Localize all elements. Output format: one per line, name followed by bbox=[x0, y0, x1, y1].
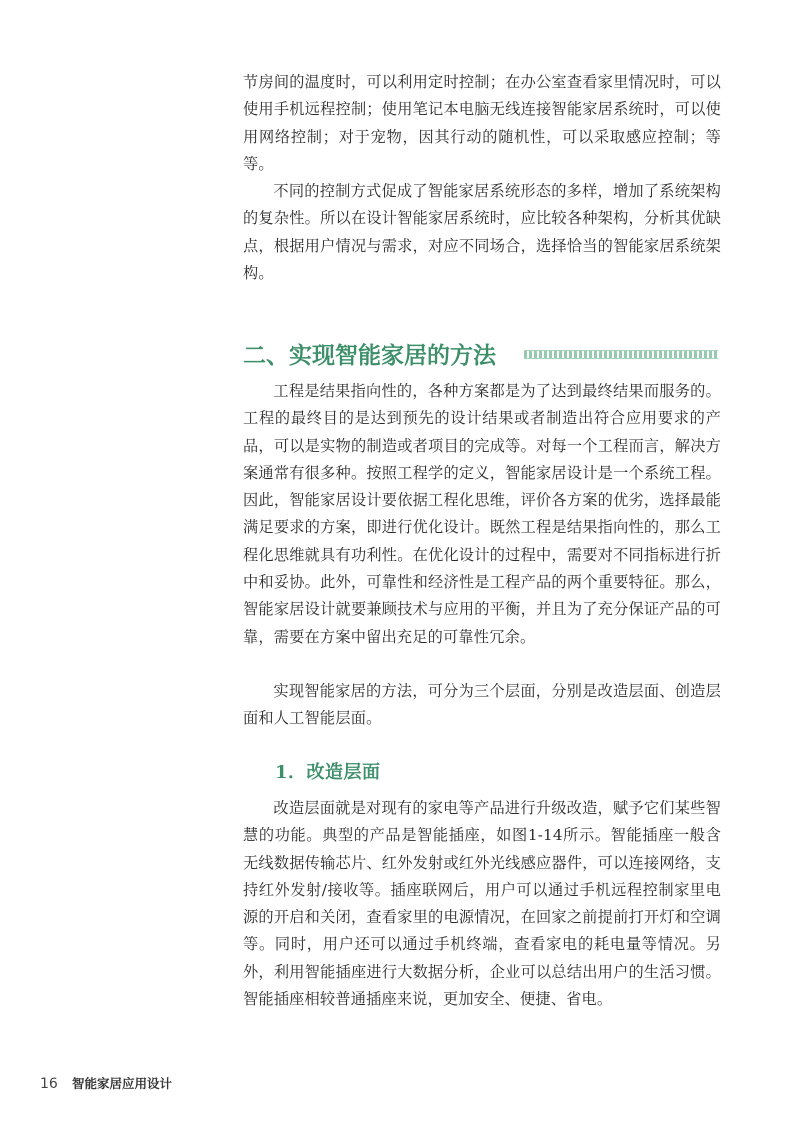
paragraph-smart-socket: 改造层面就是对现有的家电等产品进行升级改造，赋予它们某些智慧的功能。典型的产品是智能插座，如图1-14所示。智能插座一般含无线数据传输芯片、红外发射或红外光线感应器件，可以连接网络，支持红外发射/接收等。插座联网后，用户可以通过手机远程控制家里电源的开启和关闭，查看家里的电源情况，在回家之前提前打开灯和空调等。同时，用户还可以通过手机终端，查看家电的耗电量等情况。另外，利用智能插座进行大数据分析，企业可以总结出用户的生活习惯。智能插座相较普通插座来说，更加安全、便捷、省电。 bbox=[243, 799, 721, 1009]
book-title: 智能家居应用设计 bbox=[71, 1076, 172, 1091]
paragraph-control-methods: 节房间的温度时，可以利用定时控制；在办公室查看家里情况时，可以使用手机远程控制；使用笔记本电脑无线连接智能家居系统时，可以使用网络控制；对于宠物，因其行动的随机性，可以采取感应控制；等等。 bbox=[243, 73, 721, 173]
page-number: 16 bbox=[40, 1076, 58, 1092]
paragraph-engineering: 工程是结果指向性的，各种方案都是为了达到最终结果而服务的。工程的最终目的是达到预先的设计结果或者制造出符合应用要求的产品，可以是实物的制造或者项目的完成等。对每一个工程而言，解决方案通常有很多种。按照工程学的定义，智能家居设计是一个系统工程。因此，智能家居设计要依据工程化思维，评价各方案的优劣，选择最能满足要求的方案，即进行优化设计。既然工程是结果指向性的，那么工程化思维就具有功利性。在优化设计的过程中，需要对不同指标进行折中和妥协。此外，可靠性和经济性是工程产品的两个重要特征。那么，智能家居设计就要兼顾技术与应用的平衡，并且为了充分保证产品的可靠，需要在方案中留出充足的可靠性冗余。 bbox=[243, 382, 721, 646]
paragraph-three-levels: 实现智能家居的方法，可分为三个层面，分别是改造层面、创造层面和人工智能层面。 bbox=[243, 682, 721, 728]
section-title: 二、实现智能家居的方法 bbox=[243, 343, 496, 369]
page-footer bbox=[40, 1074, 172, 1094]
subsection-title: 1．改造层面 bbox=[275, 762, 381, 783]
paragraph-system-architecture: 不同的控制方式促成了智能家居系统形态的多样，增加了系统架构的复杂性。所以在设计智能家居系统时，应比较各种架构，分析其优缺点，根据用户情况与需求，对应不同场合，选择恰当的智能家居系统架构。 bbox=[243, 182, 721, 282]
section-title-decorative-rule bbox=[524, 350, 718, 359]
